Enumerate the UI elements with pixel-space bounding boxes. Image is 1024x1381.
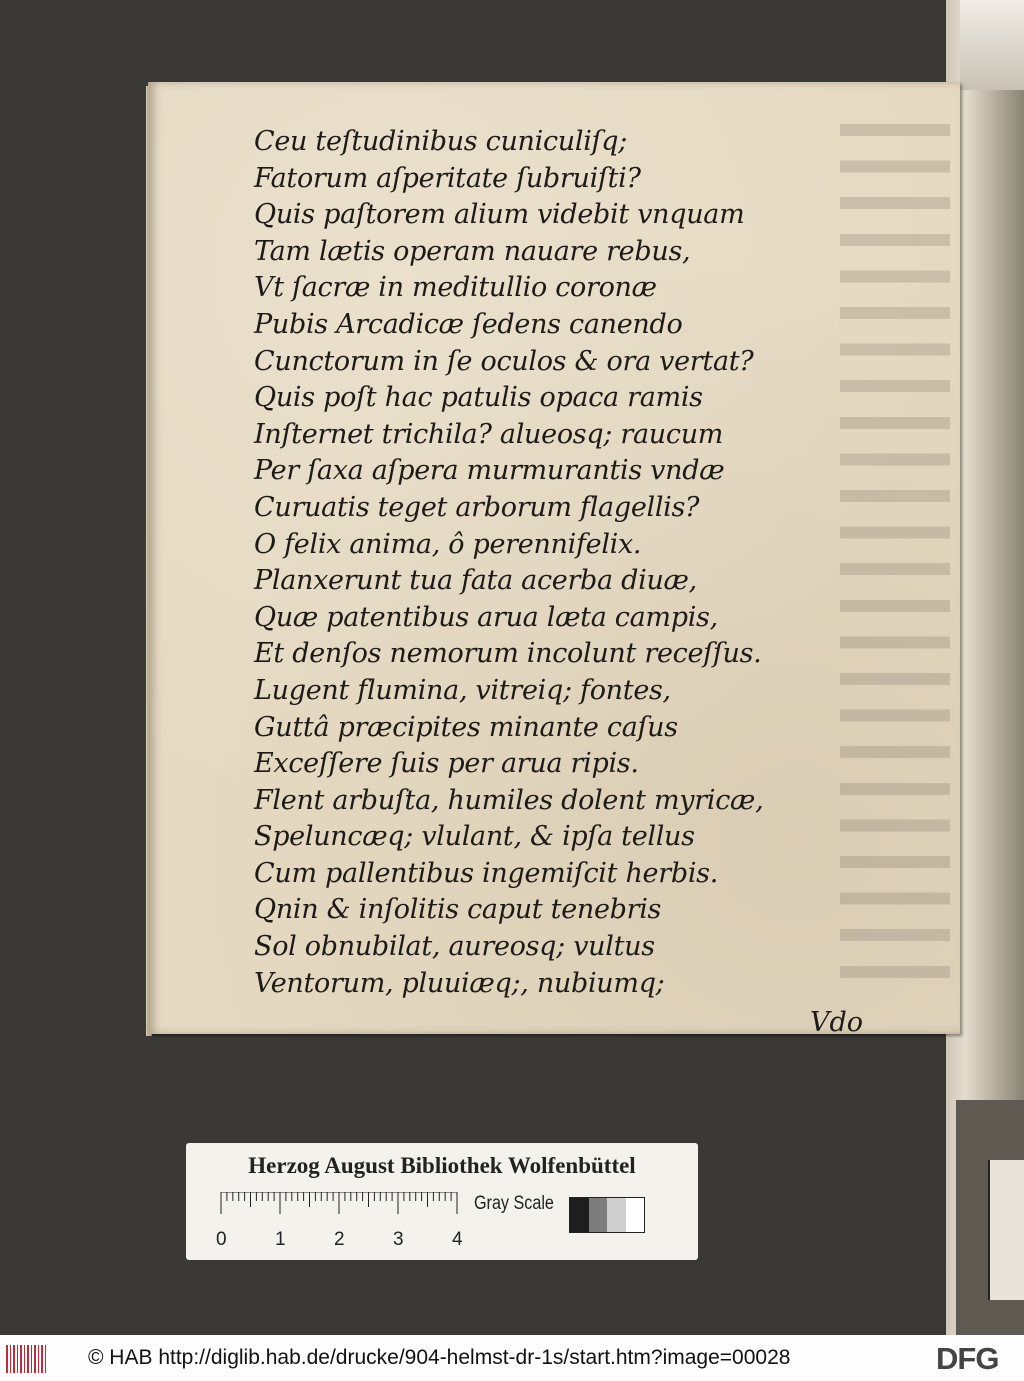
text-line: Tam lætis operam nauare rebus, <box>254 235 691 267</box>
text-line: Lugent flumina, vitreiq; fontes, <box>254 674 671 706</box>
text-line: Ventorum, pluuiæq;, nubiumq; <box>254 967 665 999</box>
text-line: Quæ patentibus arua læta campis, <box>254 601 718 633</box>
ruler-number: 2 <box>334 1229 345 1250</box>
ruler-number: 0 <box>216 1229 227 1250</box>
text-line: Ceu teſtudinibus cuniculiſq; <box>254 126 628 157</box>
gray-patch <box>570 1198 589 1232</box>
text-line: Cum pallentibus ingemiſcit herbis. <box>254 857 718 889</box>
ruler-scale <box>219 1192 469 1214</box>
footer-url[interactable]: © HAB http://diglib.hab.de/drucke/904-helmst-dr-1s/start.htm?image=00028 <box>88 1346 791 1369</box>
ruler-numbers <box>214 1229 484 1253</box>
text-line: Guttâ præcipites minante caſus <box>254 711 678 743</box>
adjacent-book-top <box>960 0 1024 90</box>
gray-patch <box>589 1198 608 1232</box>
show-through-text <box>840 110 950 980</box>
text-line: Vt ſacræ in meditullio coronæ <box>254 272 657 304</box>
text-line: Inſternet trichila? alueosq; raucum <box>254 418 724 450</box>
ruler-number: 1 <box>275 1229 286 1250</box>
text-line: Flent arbuſta, humiles dolent myricæ, <box>254 784 764 816</box>
text-line: Fatorum aſperitate ſubruiſti? <box>254 162 641 194</box>
text-line: Speluncæq; vlulant, & ipſa tellus <box>254 821 695 853</box>
ruler-number: 3 <box>393 1229 404 1250</box>
text-line: Curuatis teget arborum flagellis? <box>254 491 700 523</box>
text-line: Quis poſt hac patulis opaca ramis <box>254 382 703 414</box>
text-line: Qnin & inſolitis caput tenebris <box>254 894 662 926</box>
text-line: Per ſaxa aſpera murmurantis vndæ <box>254 455 725 487</box>
text-line: Pubis Arcadicæ ſedens canendo <box>254 308 683 340</box>
text-line: Sol obnubilat, aureosq; vultus <box>254 931 655 963</box>
library-title: Herzog August Bibliothek Wolfenbüttel <box>248 1153 636 1178</box>
footer-bar <box>0 1335 1024 1381</box>
hab-logo-icon <box>6 1345 48 1373</box>
gray-patch <box>626 1198 645 1232</box>
color-calibration-card <box>186 1143 698 1260</box>
gray-patch <box>607 1198 626 1232</box>
poem-text <box>254 124 814 1002</box>
text-line: Exceſſere ſuis per arua ripis. <box>254 748 639 780</box>
text-line: Planxerunt tua fata acerba diuæ, <box>254 565 697 597</box>
text-line: Quis paſtorem alium videbit vnquam <box>254 199 745 231</box>
catchword: Vdo <box>810 1007 864 1038</box>
gray-scale-label: Gray Scale <box>474 1193 554 1214</box>
text-line: O felix anima, ô perennifelix. <box>254 528 642 560</box>
spine-label <box>988 1160 1024 1300</box>
text-line: Cunctorum in ſe oculos & ora vertat? <box>254 345 754 377</box>
text-line: Et denſos nemorum incolunt receſſus. <box>254 638 762 670</box>
gray-scale-swatch <box>569 1197 645 1233</box>
dfg-logo: DFG <box>936 1341 999 1376</box>
ruler-number: 4 <box>452 1229 463 1250</box>
